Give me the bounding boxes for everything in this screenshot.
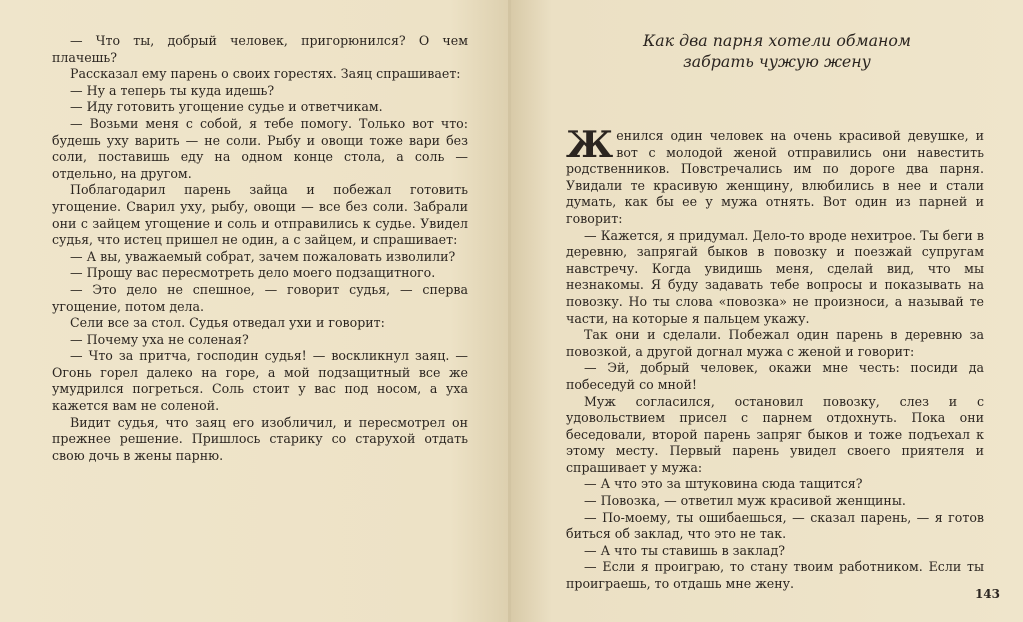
paragraph: — Это дело не спешное, — говорит судья, — сперва угощение, потом дела. [52, 281, 468, 314]
paragraph: — А вы, уважаемый собрат, зачем пожаловать изволили? [70, 248, 456, 264]
paragraph: — Если я проиграю, то стану твоим работником. Если ты проиграешь, то отдашь мне жену. [566, 559, 984, 592]
paragraph: — Кажется, я придумал. Дело-то вроде нехитрое. Ты беги в деревню, запрягай быков в повозку и поезжай супругам навстречу. Когда увидишь меня, сделай вид, что мы незнакомы. Я буду задавать тебе вопросы и показывать на повозку. Но ты слова «повозка» не произноси, а называй те части, на которые я пальцем укажу. [566, 227, 984, 326]
page-number: 143 [974, 587, 1000, 601]
paragraph: — Иду готовить угощение судье и ответчикам. [70, 99, 383, 115]
story-title-line-1: Как два парня хотели обманом [642, 31, 911, 50]
paragraph: Видит судья, что заяц его изобличил, и пересмотрел он прежнее решение. Пришлось старику со старухой отдать свою дочь в жены парню. [52, 414, 468, 463]
paragraph: — Почему уха не соленая? [70, 331, 249, 347]
paragraph: — Ну а теперь ты куда идешь? [70, 82, 275, 98]
drop-cap: Ж [566, 124, 614, 166]
right-page [511, 0, 1023, 622]
paragraph: Сели все за стол. Судья отведал ухи и говорит: [70, 315, 385, 331]
paragraph: — Эй, добрый человек, окажи мне честь: посиди да побеседуй со мной! [566, 360, 984, 392]
paragraph: Поблагодарил парень зайца и побежал готовить угощение. Сварил уху, рыбу, овощи — все без соли. Забрали они с зайцем угощение и соль и отправились к судье. Увидел судья, что истец пришел не один, а с зайцем, и спрашивает: [52, 182, 468, 248]
opening-paragraph [566, 124, 984, 228]
paragraph: — А что ты ставишь в заклад? [584, 542, 785, 558]
story-title [601, 30, 953, 72]
paragraph: Рассказал ему парень о своих горестях. Заяц спрашивает: [70, 66, 461, 82]
paragraph: — Возьми меня с собой, я тебе помогу. Только вот что: будешь уху варить — не соли. Рыбу и овощи тоже вари без соли, поставишь еду на одном конце стола, а соль — отдельно, на другом. [52, 115, 468, 181]
paragraph: — По-моему, ты ошибаешься, — сказал парень, — я готов биться об заклад, что это не так. [566, 509, 984, 542]
paragraph: Так они и сделали. Побежал один парень в деревню за повозкой, а другой догнал мужа с женой и говорит: [566, 327, 984, 359]
paragraph: — Что за притча, господин судья! — воскликнул заяц. — Огонь горел далеко на горе, а мой подзащитный все же умудрился погреться. Соль стоит у вас под носом, а уха кажется вам не соленой. [52, 348, 468, 414]
opening-paragraph-text: енился один человек на очень красивой девушке, и вот с молодой женой отправились они навестить родственников. Повстречались им по дороге два парня. Увидали те красивую женщину, влюбились в нее и стали думать, как бы ее у мужа отнять. Вот один из парней и говорит: [566, 128, 984, 226]
left-text-column [52, 33, 468, 464]
paragraph: — Повозка, — ответил муж красивой женщины. [584, 493, 906, 509]
paragraph: — А что это за штуковина сюда тащится? [584, 476, 863, 492]
left-page [0, 0, 511, 622]
right-text-column [566, 124, 984, 593]
story-title-line-2: забрать чужую жену [683, 52, 871, 71]
paragraph: Муж согласился, остановил повозку, слез и с удовольствием присел с парнем отдохнуть. Пока они беседовали, второй парень запряг быков и тоже подъехал к этому месту. Первый парень увидел своего приятеля и спрашивает у мужа: [566, 393, 984, 475]
paragraph: — Что ты, добрый человек, пригорюнился? О чем плачешь? [52, 33, 468, 65]
paragraph: — Прошу вас пересмотреть дело моего подзащитного. [70, 265, 436, 281]
